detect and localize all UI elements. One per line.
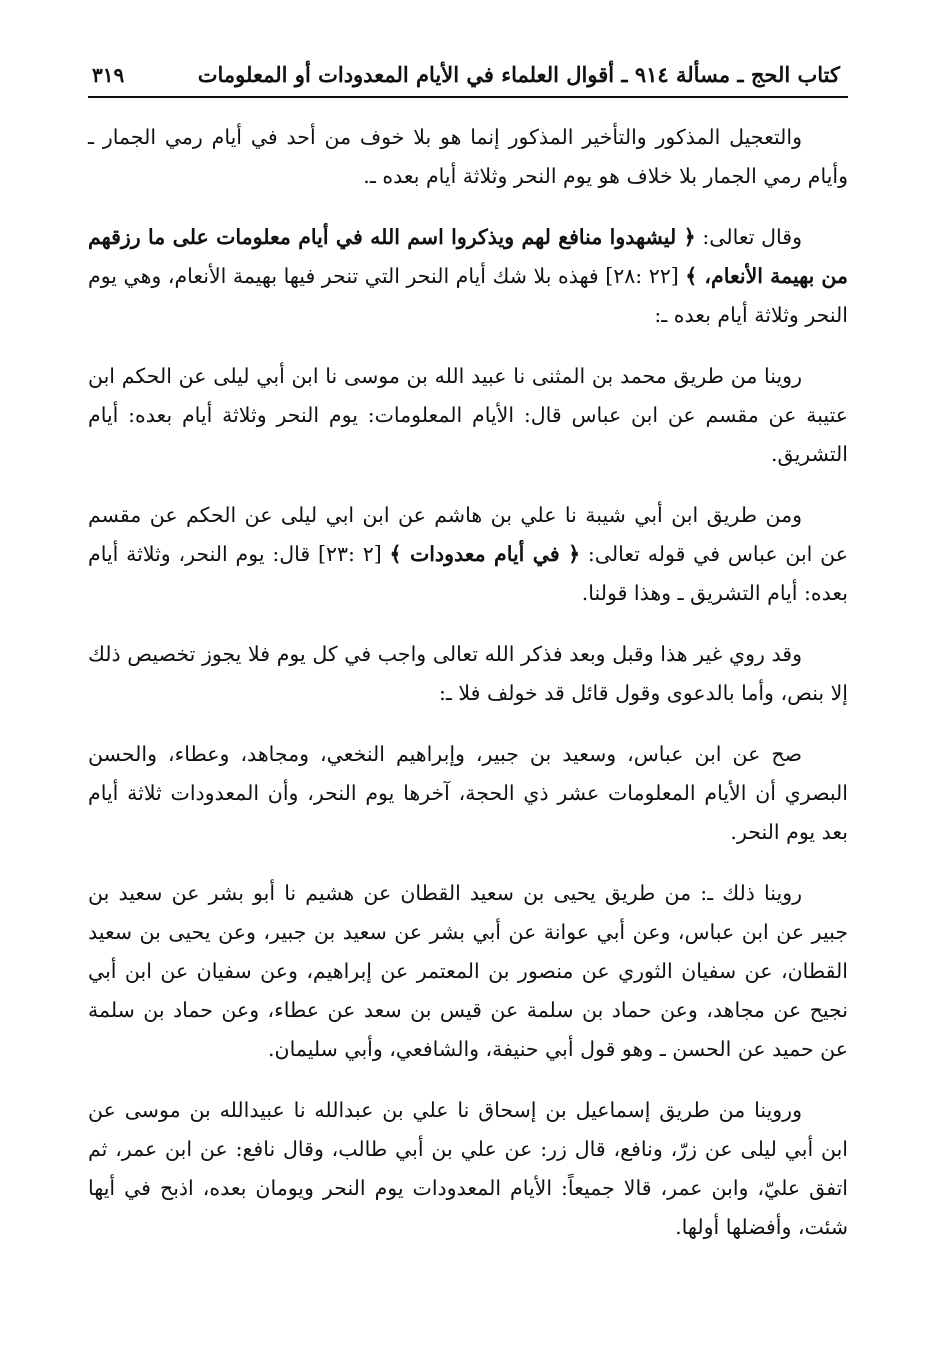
paragraph-text: روينا ذلك ـ: من طريق يحيى بن سعيد القطان عن هشيم نا أبو بشر عن سعيد بن جبير عن ابن عباس، وعن أبي عوانة عن أبي بشر عن سعيد بن جبير، وعن يحيى بن سعيد القطان، عن سفيان الثوري عن منصور بن المعتمر عن إبراهيم، وعن سفيان عن ابن أبي نجيح عن مجاهد، وعن حماد بن سلمة عن قيس بن سعد عن عطاء، وعن حماد بن سلمة عن حميد عن الحسن ـ وهو قول أبي حنيفة، والشافعي، وأبي سليمان. xyxy=(88,881,848,1061)
paragraph-text: ومن طريق ابن أبي شيبة نا علي بن هاشم عن ابن ابي ليلى عن الحكم عن مقسم عن ابن عباس في قوله تعالى: xyxy=(88,503,848,566)
paragraph-7 xyxy=(88,874,848,1069)
quran-verse: ﴿ ليشهدوا منافع لهم ويذكروا اسم الله في أيام معلومات على ما رزقهم من بهيمة الأنعام، ﴾ xyxy=(88,225,849,288)
paragraph-text: صح عن ابن عباس، وسعيد بن جبير، وإبراهيم النخعي، ومجاهد، وعطاء، والحسن البصري أن الأيام المعلومات عشر ذي الحجة، آخرها يوم النحر، وأن المعدودات ثلاثة أيام بعد يوم النحر. xyxy=(88,742,848,844)
paragraph-text: وقال تعالى: xyxy=(695,225,802,249)
header-rule xyxy=(88,96,848,98)
paragraph-4 xyxy=(88,496,848,613)
paragraph-8 xyxy=(88,1091,848,1247)
page-number: ٣١٩ xyxy=(92,63,125,87)
paragraph-5 xyxy=(88,635,848,713)
book-page xyxy=(88,60,848,1269)
paragraph-text: وقد روي غير هذا وقبل وبعد فذكر الله تعالى واجب في كل يوم فلا يجوز تخصيص ذلك إلا بنص، وأما بالدعوى وقول قائل قد خولف فلا ـ: xyxy=(88,642,848,705)
paragraph-text: روينا من طريق محمد بن المثنى نا عبيد الله بن موسى نا ابن أبي ليلى عن الحكم ابن عتيبة عن مقسم عن ابن عباس قال: الأيام المعلومات: يوم النحر وثلاثة أيام بعده: أيام التشريق. xyxy=(88,364,848,466)
paragraph-text: وروينا من طريق إسماعيل بن إسحاق نا علي بن عبدالله نا عبيدالله بن موسى عن ابن أبي ليلى عن زرّ، ونافع، قال زر: عن علي بن أبي طالب، وقال نافع: عن ابن عمر، ثم اتفق عليّ، وابن عمر، قالا جميعاً: الأيام المعدودات يوم النحر ويومان بعده، اذبح في أيها شئت، وأفضلها أولها. xyxy=(88,1098,848,1239)
paragraph-text: [٢٢ :٢٨] فهذه بلا شك أيام النحر التي تنحر فيها بهيمة الأنعام، وهي يوم النحر وثلاثة أيام بعده ـ: xyxy=(88,264,848,327)
quran-verse: ﴿ في أيام معدودات ﴾ xyxy=(389,542,581,566)
paragraph-2 xyxy=(88,218,848,335)
paragraph-1 xyxy=(88,118,848,196)
paragraph-text: والتعجيل المذكور والتأخير المذكور إنما هو بلا خوف من أحد في أيام رمي الجمار ـ وأيام رمي الجمار بلا خلاف هو يوم النحر وثلاثة أيام بعده ـ. xyxy=(88,125,848,188)
paragraph-6 xyxy=(88,735,848,852)
paragraph-3 xyxy=(88,357,848,474)
running-title: كتاب الحج ـ مسألة ٩١٤ ـ أقوال العلماء في الأيام المعدودات أو المعلومات xyxy=(197,62,840,87)
page-header xyxy=(88,60,848,92)
paragraph-text: [٢ :٢٣] قال: يوم النحر، وثلاثة أيام بعده: أيام التشريق ـ وهذا قولنا. xyxy=(88,542,848,605)
